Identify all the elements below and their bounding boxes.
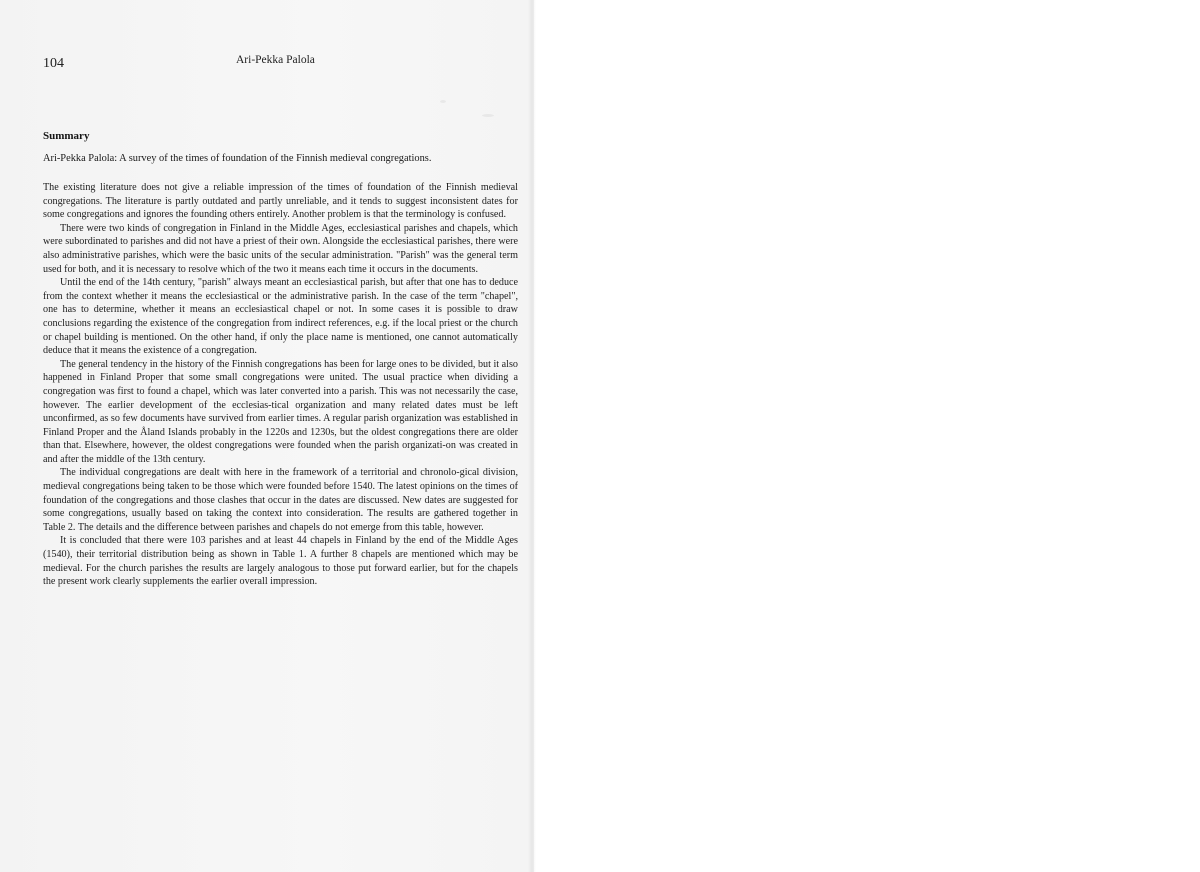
paragraph: The individual congregations are dealt with here in the framework of a territorial and chronolo-gical division, medieval congregations being taken to be those which were founded before 1540. The latest opinions on the times of foundation of the congregations and those clashes that occur in the dates are discussed. New dates are suggested for some congregations, usually based on taking the context into consideration. The results are gathered together in Table 2. The details and the difference between parishes and chapels do not emerge from this table, however. [43,467,518,533]
paragraph: The existing literature does not give a reliable impression of the times of foundation of the Finnish medieval congregations. The literature is partly outdated and partly unreliable, and it tends to suggest inconsistent dates for some congregations and ignores the founding others entirely. Another problem is that the terminology is confused. [43,182,518,221]
page-gutter [528,0,536,872]
section-heading: Summary [43,130,90,142]
scan-smudge [482,114,494,117]
running-head: Ari-Pekka Palola [236,54,315,66]
summary-subtitle: Ari-Pekka Palola: A survey of the times of foundation of the Finnish medieval congregations. [43,153,432,164]
summary-section [43,130,518,589]
paragraph: Until the end of the 14th century, "parish" always meant an ecclesiastical parish, but after that one has to deduce from the context whether it means the ecclesiastical or the administrative parish. In the case of the term "chapel", one has to determine, whether it means an ecclesiastical chapel or not. In some cases it is possible to draw conclusions regarding the existence of the congregation from indirect references, e.g. if the local priest or the church or chapel building is mentioned. On the other hand, if only the place name is mentioned, one cannot automatically deduce that it means the existence of a congregation. [43,277,518,357]
page-number: 104 [43,56,64,71]
paragraph: The general tendency in the history of the Finnish congregations has been for large ones to be divided, but it also happened in Finland Proper that some small congregations were united. The usual practice when dividing a congregation was first to found a chapel, which was later converted into a parish. This was not necessarily the case, however. The earlier development of the ecclesias-tical organization and many related dates must be left unconfirmed, as so few documents have survived from earlier times. A regular parish organization was established in Finland Proper and the Åland Islands probably in the 1220s and 1230s, but the oldest congregations there are older than that. Elsewhere, however, the oldest congregations were founded when the parish organizati-on was created in and after the middle of the 13th century. [43,358,518,465]
scan-smudge [440,100,446,103]
paragraph: There were two kinds of congregation in Finland in the Middle Ages, ecclesiastical parishes and chapels, which were subordinated to parishes and did not have a priest of their own. Alongside the ecclesiastical parishes, there were also administrative parishes, which were the basic units of the secular administration. "Parish" was the general term used for both, and it is necessary to resolve which of the two it means each time it occurs in the documents. [43,222,518,275]
paragraph: It is concluded that there were 103 parishes and at least 44 chapels in Finland by the end of the Middle Ages (1540), their territorial distribution being as shown in Table 1. A further 8 chapels are mentioned which may be medieval. For the church parishes the results are largely analogous to those put forward earlier, but for the chapels the present work clearly supplements the earlier overall impression. [43,535,518,588]
